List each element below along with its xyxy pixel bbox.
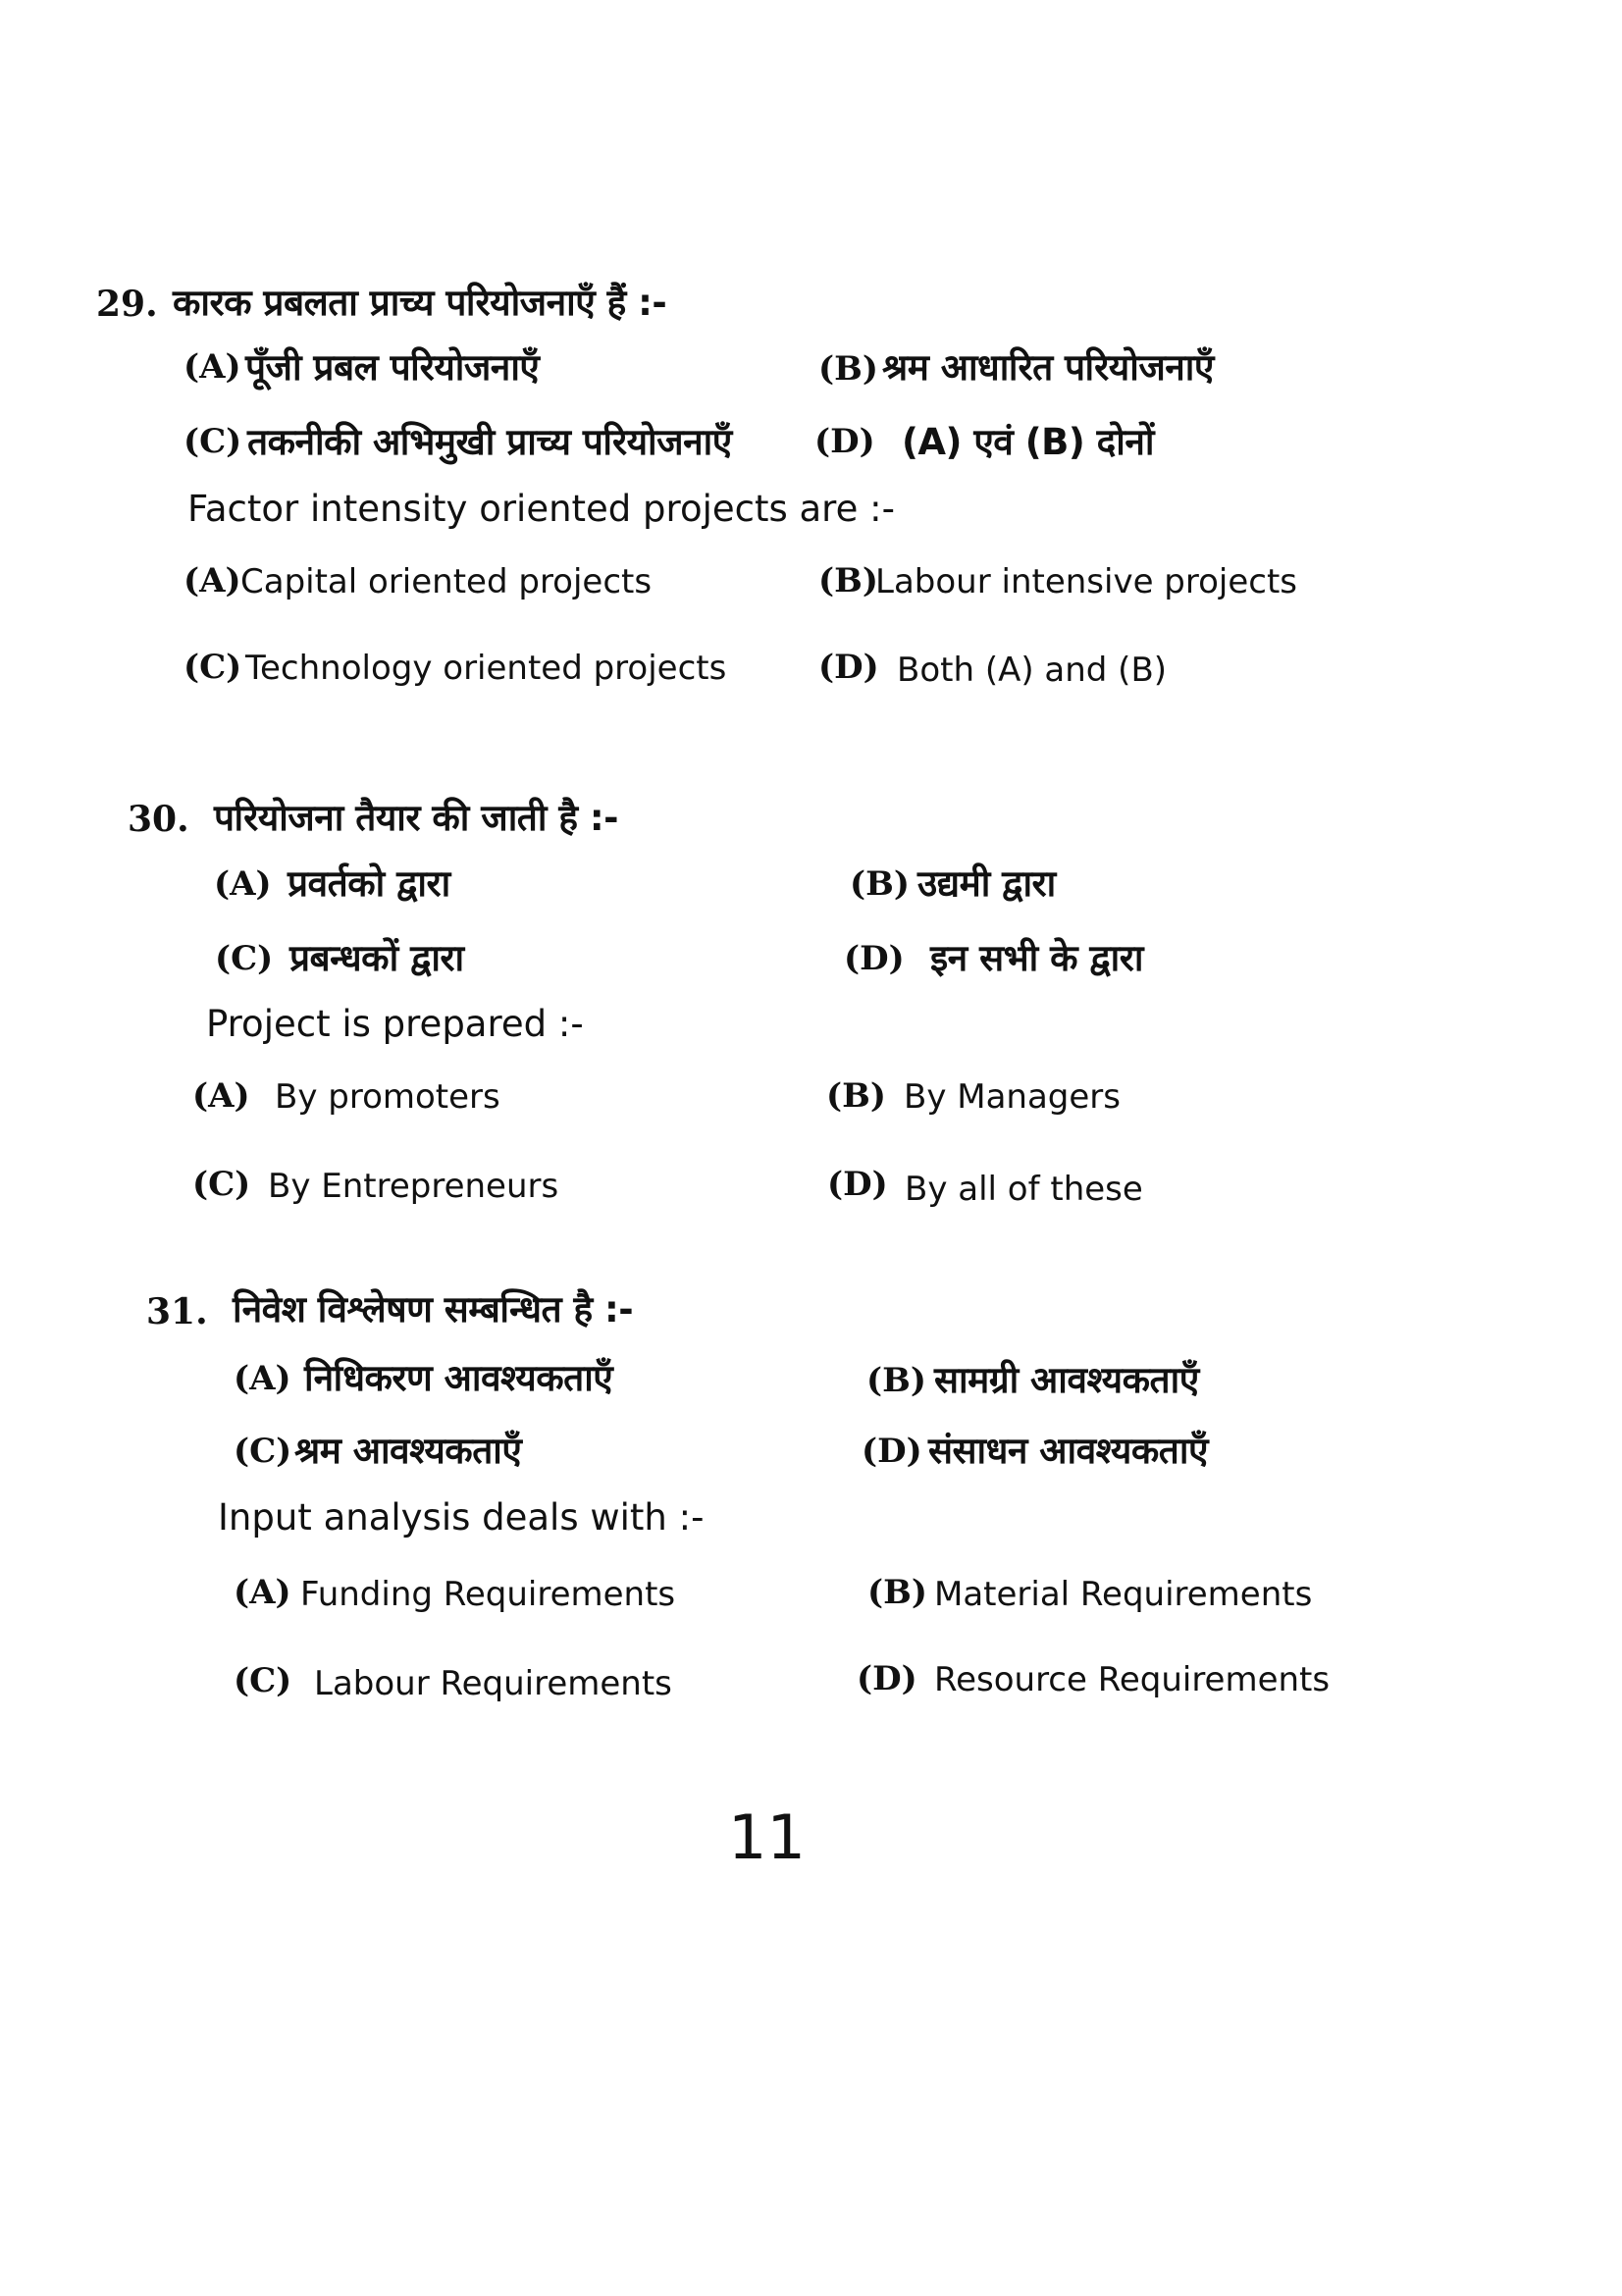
question-stem-english: Factor intensity oriented projects are :- xyxy=(187,488,895,530)
option-label: (C) xyxy=(183,422,242,461)
option-text-hindi: इन सभी के द्वारा xyxy=(930,937,1143,979)
option-text-english: By Managers xyxy=(904,1077,1121,1117)
option-label: (D) xyxy=(857,1659,917,1698)
option-label: (D) xyxy=(827,1165,888,1204)
option-text-hindi: निधिकरण आवश्यकताएँ xyxy=(304,1357,613,1399)
page-number: 11 xyxy=(728,1801,806,1873)
question-number: 31. xyxy=(146,1291,208,1332)
option-text-hindi: (A) एवं (B) दोनों xyxy=(902,421,1155,463)
option-label: (A) xyxy=(183,561,241,600)
option-text-english: Resource Requirements xyxy=(934,1660,1331,1699)
option-label: (A) xyxy=(183,347,241,387)
option-label: (C) xyxy=(192,1165,251,1204)
option-label: (B) xyxy=(818,561,878,600)
question-stem-english: Project is prepared :- xyxy=(206,1003,584,1045)
question-number: 29. xyxy=(96,284,158,325)
option-label: (C) xyxy=(183,648,242,687)
option-text-english: By promoters xyxy=(275,1077,500,1117)
option-label: (D) xyxy=(844,939,905,978)
option-label: (A) xyxy=(234,1359,291,1398)
option-text-hindi: पूँजी प्रबल परियोजनाएँ xyxy=(245,346,540,389)
option-text-hindi: श्रम आधारित परियोजनाएँ xyxy=(882,346,1214,389)
option-text-english: Material Requirements xyxy=(934,1575,1313,1614)
option-text-english: Funding Requirements xyxy=(300,1575,676,1614)
option-label: (C) xyxy=(234,1661,292,1700)
option-text-english: Both (A) and (B) xyxy=(897,651,1168,690)
option-label: (B) xyxy=(850,864,910,904)
option-text-hindi: सामग्री आवश्यकताएँ xyxy=(934,1359,1199,1401)
question-number: 30. xyxy=(128,799,189,840)
option-label: (A) xyxy=(192,1076,250,1116)
option-label: (C) xyxy=(234,1432,292,1471)
option-text-hindi: श्रम आवश्यकताएँ xyxy=(294,1430,522,1472)
option-label: (B) xyxy=(866,1361,926,1400)
option-text-hindi: उद्यमी द्वारा xyxy=(917,862,1056,905)
question-stem-hindi: कारक प्रबलता प्राच्य परियोजनाएँ हैं :- xyxy=(173,282,667,324)
option-label: (B) xyxy=(826,1076,886,1116)
option-text-english: Technology oriented projects xyxy=(245,649,727,688)
option-text-english: Labour Requirements xyxy=(314,1664,672,1703)
option-text-hindi: प्रवर्तको द्वारा xyxy=(288,862,450,905)
option-text-english: By all of these xyxy=(905,1170,1143,1209)
option-label: (B) xyxy=(867,1573,927,1612)
option-label: (C) xyxy=(215,939,274,978)
question-stem-hindi: निवेश विश्लेषण सम्बन्धित है :- xyxy=(233,1288,634,1331)
option-text-english: Labour intensive projects xyxy=(875,562,1298,601)
question-stem-hindi: परियोजना तैयार की जाती है :- xyxy=(214,797,619,839)
option-label: (B) xyxy=(818,349,878,389)
option-label: (D) xyxy=(814,422,875,461)
option-text-english: By Entrepreneurs xyxy=(268,1167,559,1206)
option-text-english: Capital oriented projects xyxy=(240,562,653,601)
option-text-hindi: तकनीकी अभिमुखी प्राच्य परियोजनाएँ xyxy=(247,421,732,463)
option-label: (A) xyxy=(214,864,272,904)
question-stem-english: Input analysis deals with :- xyxy=(218,1496,705,1539)
option-text-hindi: संसाधन आवश्यकताएँ xyxy=(928,1430,1208,1472)
option-text-hindi: प्रबन्धकों द्वारा xyxy=(289,937,464,979)
option-label: (D) xyxy=(862,1432,922,1471)
option-label: (A) xyxy=(234,1573,291,1612)
option-label: (D) xyxy=(818,648,879,687)
